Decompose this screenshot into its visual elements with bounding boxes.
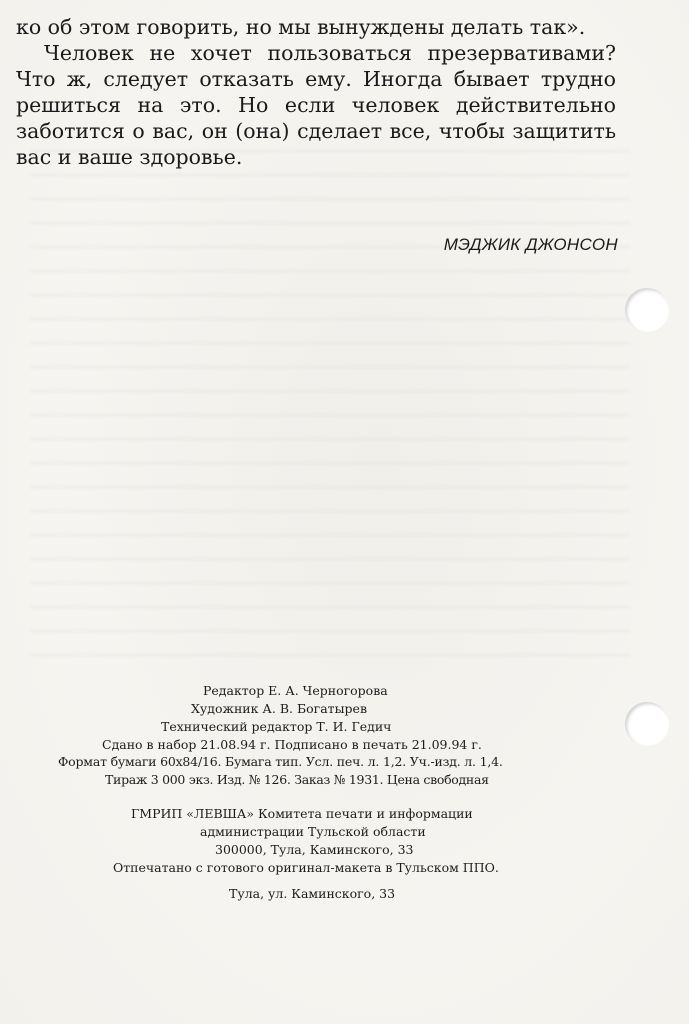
- binder-hole-bottom: [625, 702, 669, 746]
- main-text: [16, 14, 616, 170]
- show-through-texture: [30, 150, 630, 670]
- colophon-publisher: ГМРИП «ЛЕВША» Комитета печати и информации: [131, 806, 473, 821]
- binder-hole-top: [625, 288, 669, 332]
- colophon-publisher-admin: администрации Тульской области: [200, 824, 426, 839]
- text-line-continuation: ко об этом говорить, но мы вынуждены делать так».: [16, 15, 586, 39]
- colophon-artist: Художник А. В. Богатырев: [191, 701, 367, 716]
- colophon-printed-at: Отпечатано с готового оригинал-макета в Тульском ППО.: [113, 860, 499, 875]
- colophon-publisher-address: 300000, Тула, Каминского, 33: [215, 842, 414, 857]
- text-paragraph: Человек не хочет пользоваться презервативами? Что ж, следует отказать ему. Иногда бывает трудно решиться на это. Но если человек действительно заботится о вас, он (она) сделает все, чтобы защитить вас и ваше здоровье.: [16, 41, 616, 169]
- colophon-tech-editor: Технический редактор Т. И. Гедич: [161, 719, 392, 734]
- colophon-format: Формат бумаги 60х84/16. Бумага тип. Усл. печ. л. 1,2. Уч.-изд. л. 1,4.: [58, 754, 503, 769]
- colophon-dates: Сдано в набор 21.08.94 г. Подписано в печать 21.09.94 г.: [102, 737, 482, 752]
- colophon-editor: Редактор Е. А. Черногорова: [203, 683, 388, 698]
- colophon-printer-address: Тула, ул. Каминского, 33: [229, 886, 396, 901]
- author-signature: МЭДЖИК ДЖОНСОН: [443, 235, 618, 254]
- colophon-print-run: Тираж 3 000 экз. Изд. № 126. Заказ № 1931. Цена свободная: [105, 772, 489, 787]
